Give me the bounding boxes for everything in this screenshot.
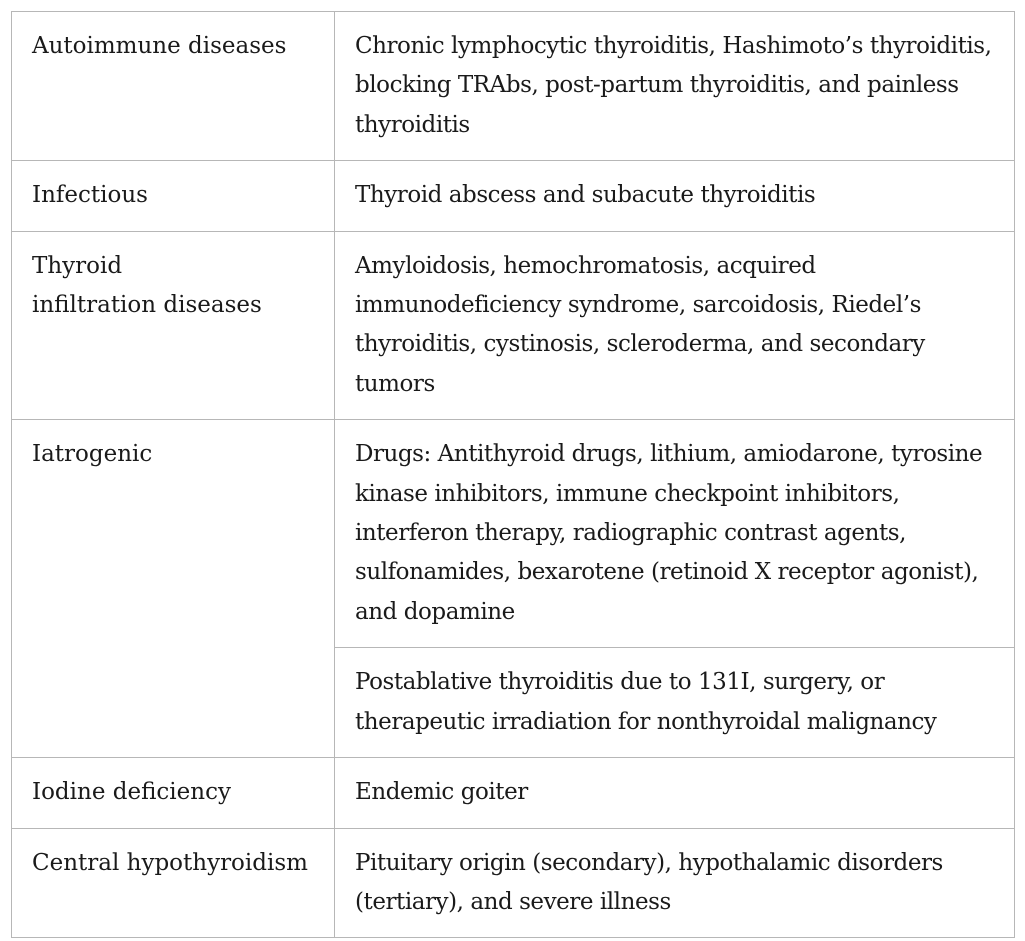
- category-cell: [12, 828, 335, 938]
- causes-table-body: [12, 12, 1015, 938]
- description-cell: [335, 758, 1015, 828]
- description-text: Endemic goiter: [355, 779, 528, 806]
- category-text: Central hypothyroidism: [32, 849, 308, 876]
- description-text: thyroiditis, cystinosis, scleroderma, and: [355, 331, 803, 358]
- category-text: Infectious: [32, 182, 148, 209]
- table-row: [12, 420, 1015, 648]
- table-row: [12, 12, 1015, 161]
- category-cell: [12, 12, 335, 161]
- description-text: and painless thyroiditis: [355, 72, 959, 138]
- table-row: [12, 231, 1015, 420]
- description-text: immunodeficiency syndrome, sarcoidosis, Riedel’s: [355, 292, 921, 319]
- description-cell: [335, 828, 1015, 938]
- description-text: secondary tumors: [355, 331, 925, 397]
- category-cell: [12, 758, 335, 828]
- description-text: Chronic lymphocytic thyroiditis, Hashimoto’s: [355, 33, 863, 59]
- category-text: Autoimmune diseases: [32, 33, 287, 59]
- description-text: Thyroid abscess and subacute thyroiditis: [355, 182, 816, 209]
- category-text: Thyroid: [32, 252, 123, 279]
- description-text: tyrosine kinase inhibitors, immune checkpoint: [355, 441, 983, 507]
- description-text: Pituitary origin (secondary), hypothalamic disorders: [355, 849, 943, 876]
- description-cell: [335, 231, 1015, 420]
- description-text: therapeutic irradiation for nonthyroidal malignancy: [355, 708, 937, 735]
- table-row: [12, 161, 1015, 231]
- description-text: Amyloidosis, hemochromatosis, acquired: [355, 252, 816, 279]
- description-cell: [335, 12, 1015, 161]
- description-text: Drugs: Antithyroid drugs, lithium, amiodarone,: [355, 441, 885, 468]
- description-text: Postablative thyroiditis due to 131I, surgery, or: [355, 669, 885, 696]
- category-cell: [12, 161, 335, 231]
- category-text: Iatrogenic: [32, 441, 153, 468]
- description-text: inhibitors, interferon therapy, radiographic contrast: [355, 480, 900, 547]
- description-cell: [335, 420, 1015, 648]
- category-cell: [12, 420, 335, 758]
- table-row: [12, 828, 1015, 938]
- description-text: (tertiary), and severe illness: [355, 888, 671, 915]
- table-row: [12, 758, 1015, 828]
- description-cell: [335, 161, 1015, 231]
- description-text: agonist), and dopamine: [355, 559, 979, 625]
- causes-table: [11, 11, 1015, 938]
- category-text: Iodine deficiency: [32, 779, 231, 806]
- description-cell: [335, 648, 1015, 758]
- category-cell: [12, 231, 335, 420]
- description-text: thyroiditis, blocking TRAbs, post-partum thyroiditis,: [355, 33, 992, 99]
- description-text: agents, sulfonamides, bexarotene (retinoid X receptor: [355, 520, 906, 586]
- category-text: infiltration diseases: [32, 292, 262, 319]
